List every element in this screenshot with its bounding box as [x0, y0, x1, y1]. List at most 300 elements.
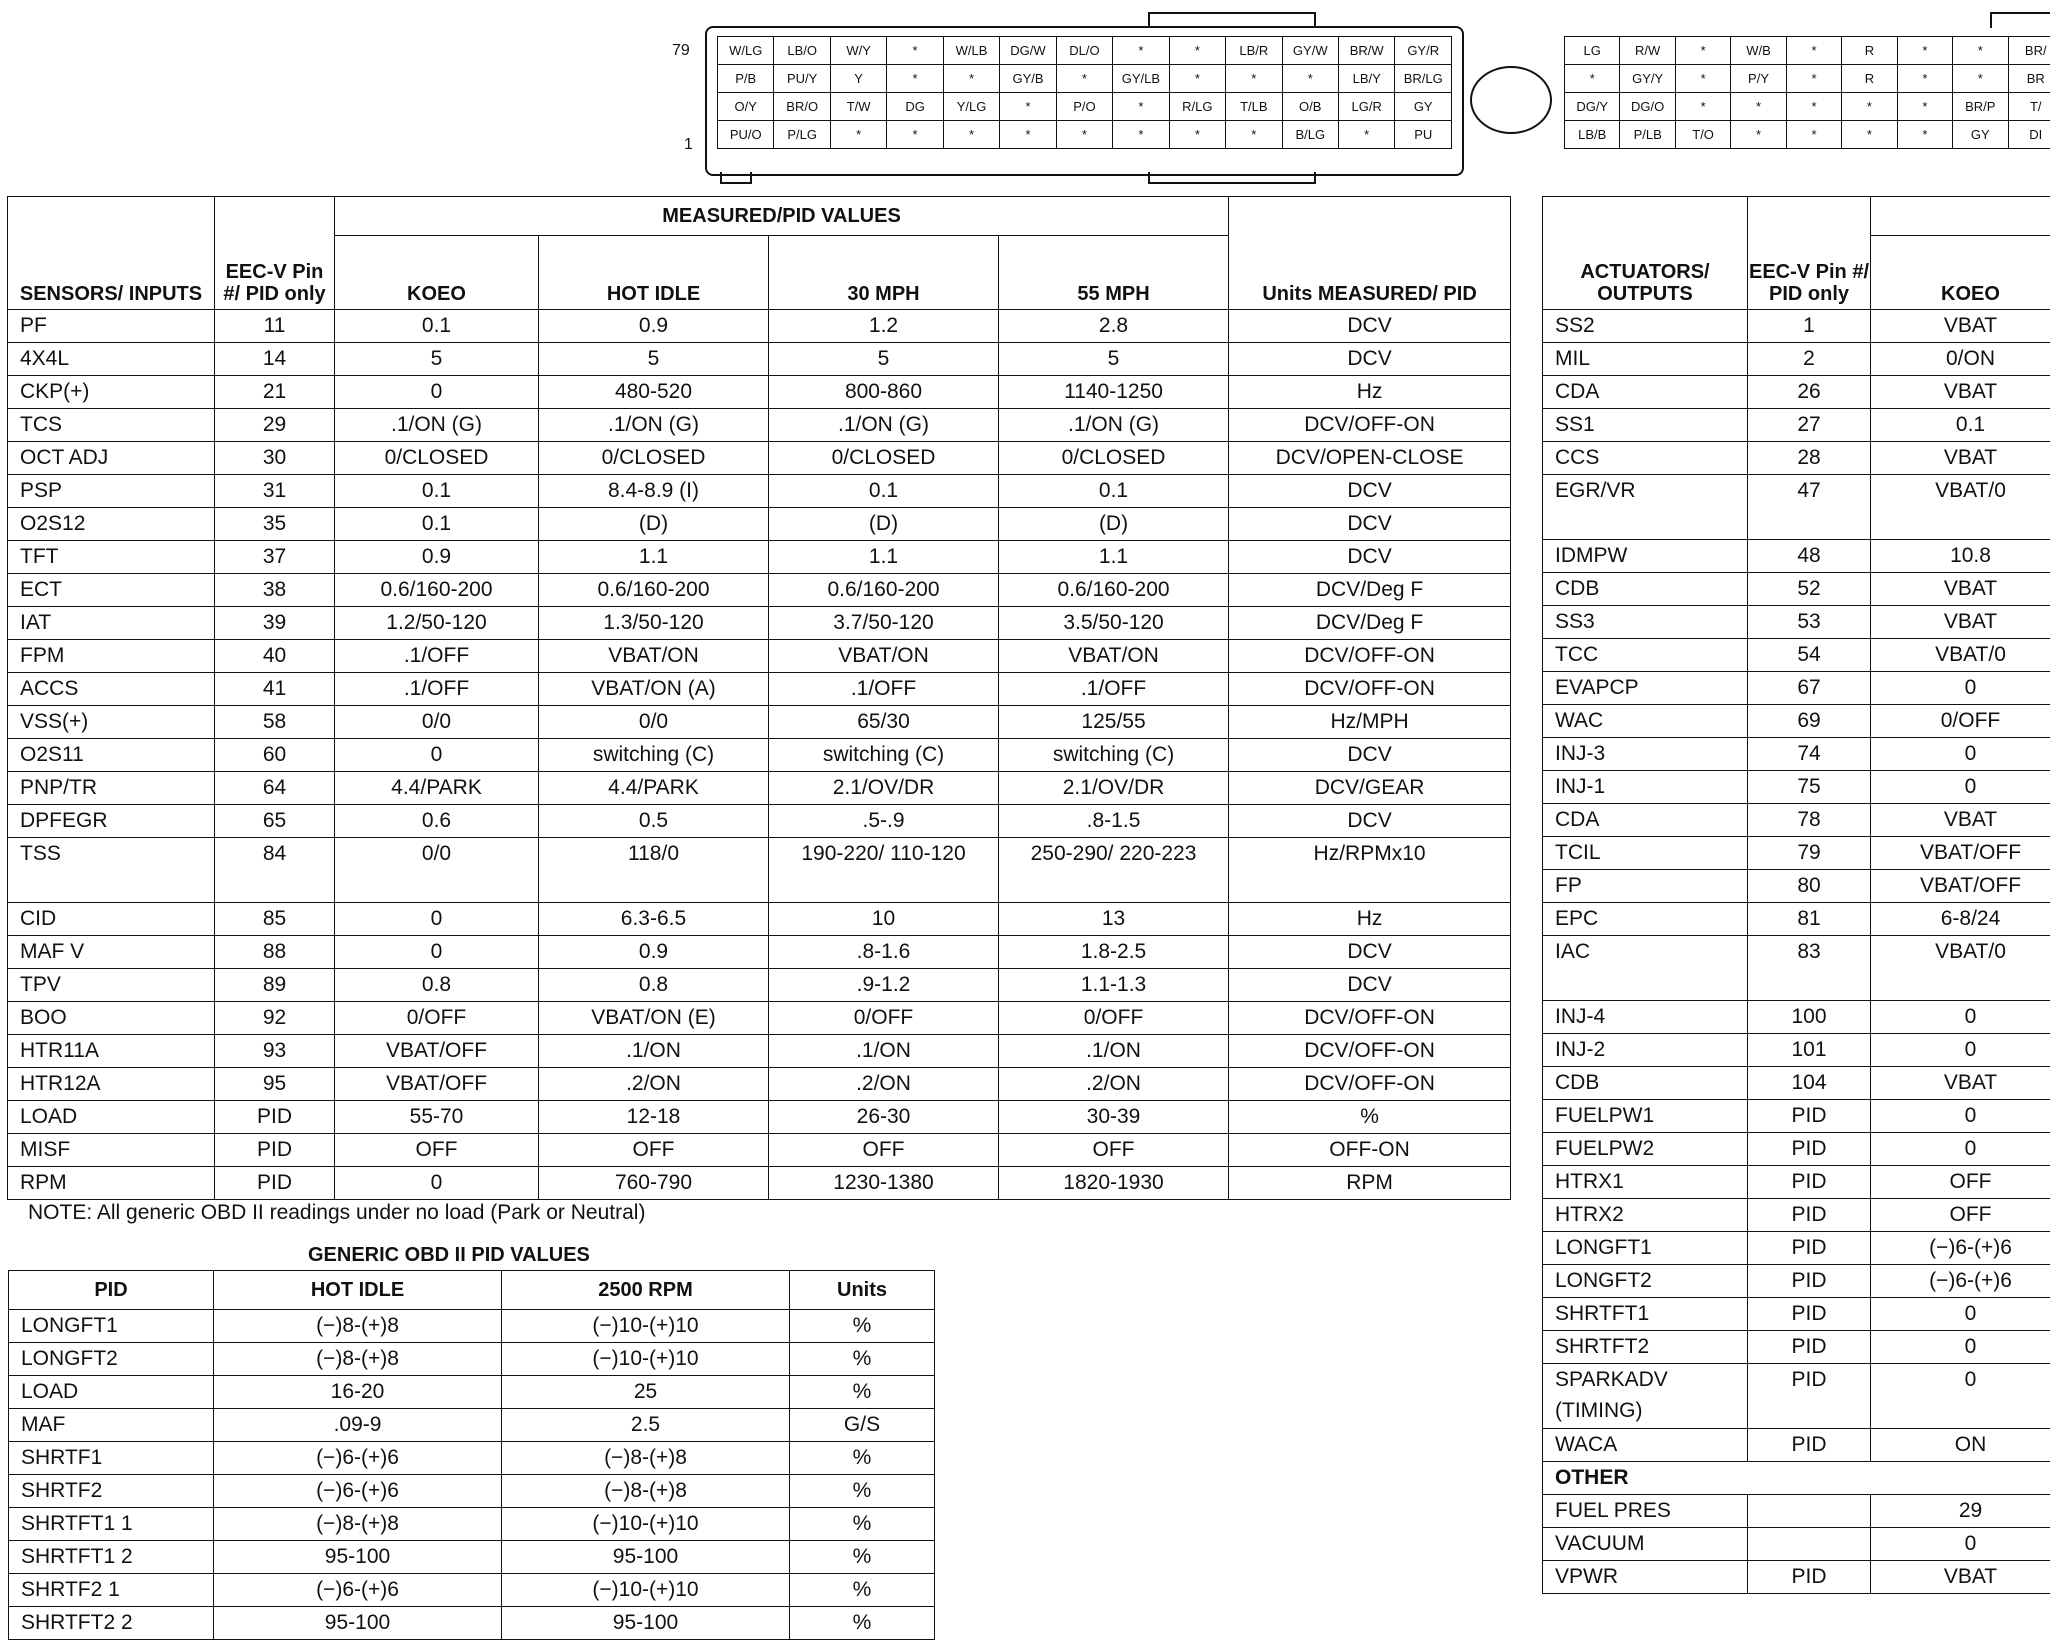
actuator-row: [1543, 376, 2050, 409]
actuator-row: [1543, 870, 2050, 903]
sensors-header-55mph: 55 MPH: [999, 236, 1229, 310]
obd-header-pid: PID: [9, 1271, 214, 1310]
connector-pin: W/LG: [718, 37, 774, 65]
actuator-name: EVAPCP: [1543, 672, 1748, 705]
sensor-pin: 40: [215, 640, 335, 673]
actuator-name: SHRTFT1: [1543, 1298, 1748, 1331]
actuator-koeo: VBAT: [1871, 804, 2050, 837]
actuators-table: [1542, 196, 2050, 1594]
actuator-name: INJ-4: [1543, 1001, 1748, 1034]
connector-pin: *: [1113, 37, 1169, 65]
sensor-koeo: 0: [335, 1167, 539, 1200]
actuator-pin: 80: [1748, 870, 1871, 903]
connector-pin: *: [1000, 93, 1056, 121]
obd-note: NOTE: All generic OBD II readings under no load (Park or Neutral): [28, 1201, 646, 1224]
actuator-pin: 54: [1748, 639, 1871, 672]
actuator-pin: 79: [1748, 837, 1871, 870]
sensor-pin: 14: [215, 343, 335, 376]
actuator-row: [1543, 409, 2050, 442]
obd-row: [9, 1574, 935, 1607]
sensor-hot-idle: VBAT/ON: [539, 640, 769, 673]
sensor-name: PF: [8, 310, 215, 343]
sensor-55mph: 1.8-2.5: [999, 936, 1229, 969]
sensor-units: DCV: [1229, 475, 1511, 508]
sensor-units: DCV: [1229, 936, 1511, 969]
sensor-koeo: 0.1: [335, 475, 539, 508]
sensor-row: [8, 969, 1511, 1002]
actuator-name: IAC: [1543, 936, 1748, 1001]
actuator-name: WAC: [1543, 705, 1748, 738]
connector-pin: T/O: [1675, 121, 1730, 149]
connector-pin: GY/B: [1000, 65, 1056, 93]
sensor-55mph: 13: [999, 903, 1229, 936]
sensor-hot-idle: 12-18: [539, 1101, 769, 1134]
obd-2500rpm: (−)8-(+)8: [502, 1475, 790, 1508]
actuator-row: [1543, 1166, 2050, 1199]
obd-pid: SHRTFT1 1: [9, 1508, 214, 1541]
sensor-pin: 65: [215, 805, 335, 838]
obd-hot-idle: .09-9: [214, 1409, 502, 1442]
actuator-koeo: OFF: [1871, 1199, 2050, 1232]
sensor-name: TPV: [8, 969, 215, 1002]
sensor-55mph: .1/OFF: [999, 673, 1229, 706]
connector-pin: R: [1842, 65, 1897, 93]
sensor-units: DCV/Deg F: [1229, 607, 1511, 640]
sensors-header-units: Units MEASURED/ PID: [1229, 197, 1511, 310]
obd-hot-idle: (−)6-(+)6: [214, 1442, 502, 1475]
actuator-name: CDB: [1543, 573, 1748, 606]
actuator-name: FUELPW1: [1543, 1100, 1748, 1133]
sensor-hot-idle: 118/0: [539, 838, 769, 903]
actuator-name: LONGFT1: [1543, 1232, 1748, 1265]
actuator-row: [1543, 606, 2050, 639]
connector-pin: *: [1338, 121, 1394, 149]
obd-units: G/S: [790, 1409, 935, 1442]
obd-table-title: GENERIC OBD II PID VALUES: [308, 1244, 590, 1266]
connector-pin: *: [887, 37, 943, 65]
actuators-header-koeo: KOEO: [1871, 236, 2050, 310]
connector-pin: *: [1731, 121, 1786, 149]
sensor-pin: 21: [215, 376, 335, 409]
actuator-koeo: VBAT: [1871, 1067, 2050, 1100]
sensor-name: TFT: [8, 541, 215, 574]
sensor-name: RPM: [8, 1167, 215, 1200]
sensor-hot-idle: 1.3/50-120: [539, 607, 769, 640]
actuator-row: [1543, 639, 2050, 672]
connector-pin: O/B: [1282, 93, 1338, 121]
sensor-30mph: .2/ON: [769, 1068, 999, 1101]
other-koeo: 0: [1871, 1528, 2050, 1561]
sensor-30mph: OFF: [769, 1134, 999, 1167]
connector-pin: *: [1565, 65, 1620, 93]
connector-pin: PU/O: [718, 121, 774, 149]
connector-pin: *: [830, 121, 886, 149]
actuators-header-group: [1871, 197, 2050, 236]
actuator-name: INJ-2: [1543, 1034, 1748, 1067]
sensor-units: DCV/GEAR: [1229, 772, 1511, 805]
connector-pin: *: [1897, 37, 1952, 65]
actuator-row: [1543, 573, 2050, 606]
obd-units: %: [790, 1574, 935, 1607]
obd-row: [9, 1508, 935, 1541]
connector-pin: *: [1000, 121, 1056, 149]
actuator-name: SS1: [1543, 409, 1748, 442]
sensor-units: DCV: [1229, 805, 1511, 838]
connector-right-grid: [1564, 36, 2050, 149]
sensor-30mph: (D): [769, 508, 999, 541]
other-name: VACUUM: [1543, 1528, 1748, 1561]
actuator-pin: 1: [1748, 310, 1871, 343]
sensor-name: CKP(+): [8, 376, 215, 409]
connector-tab-bottom-left: [720, 172, 752, 184]
actuator-koeo: 0: [1871, 1001, 2050, 1034]
sensor-units: %: [1229, 1101, 1511, 1134]
sensor-row: [8, 1035, 1511, 1068]
connector-row: [1565, 93, 2050, 121]
actuator-name: MIL: [1543, 343, 1748, 376]
actuator-koeo: 0: [1871, 1034, 2050, 1067]
actuator-name: SHRTFT2: [1543, 1331, 1748, 1364]
actuator-row: [1543, 1331, 2050, 1364]
sensor-pin: 89: [215, 969, 335, 1002]
actuator-row: [1543, 936, 2050, 1001]
actuator-row: [1543, 1067, 2050, 1100]
sensor-koeo: 0: [335, 903, 539, 936]
sensor-koeo: 0/0: [335, 706, 539, 739]
sensor-units: RPM: [1229, 1167, 1511, 1200]
sensor-name: DPFEGR: [8, 805, 215, 838]
sensor-30mph: 190-220/ 110-120: [769, 838, 999, 903]
sensor-row: [8, 1068, 1511, 1101]
sensor-units: Hz/MPH: [1229, 706, 1511, 739]
sensor-55mph: 30-39: [999, 1101, 1229, 1134]
sensor-name: VSS(+): [8, 706, 215, 739]
sensor-units: DCV: [1229, 969, 1511, 1002]
sensor-30mph: .1/ON: [769, 1035, 999, 1068]
actuator-koeo: 0: [1871, 1133, 2050, 1166]
connector-pin: *: [943, 121, 999, 149]
sensor-row: [8, 772, 1511, 805]
sensor-pin: 41: [215, 673, 335, 706]
sensor-row: [8, 739, 1511, 772]
connector-pin: *: [1786, 93, 1841, 121]
obd-2500rpm: 2.5: [502, 1409, 790, 1442]
sensor-pin: 93: [215, 1035, 335, 1068]
sensor-koeo: 1.2/50-120: [335, 607, 539, 640]
sensor-30mph: 800-860: [769, 376, 999, 409]
connector-pin: GY/LB: [1113, 65, 1169, 93]
sensor-55mph: 0/CLOSED: [999, 442, 1229, 475]
obd-pid: MAF: [9, 1409, 214, 1442]
actuator-pin: 47: [1748, 475, 1871, 540]
obd-row: [9, 1409, 935, 1442]
sensor-hot-idle: 0.9: [539, 936, 769, 969]
connector-pin: *: [1842, 93, 1897, 121]
sensor-hot-idle: VBAT/ON (A): [539, 673, 769, 706]
sensor-55mph: 1.1: [999, 541, 1229, 574]
connector-pin: *: [1226, 121, 1282, 149]
sensor-row: [8, 607, 1511, 640]
actuator-row: [1543, 1133, 2050, 1166]
sensor-30mph: 1.1: [769, 541, 999, 574]
sensors-header-koeo: KOEO: [335, 236, 539, 310]
obd-pid: LONGFT1: [9, 1310, 214, 1343]
sensor-hot-idle: 6.3-6.5: [539, 903, 769, 936]
sensor-row: [8, 1101, 1511, 1134]
connector-pin: T/LB: [1226, 93, 1282, 121]
sensor-units: DCV/OFF-ON: [1229, 1035, 1511, 1068]
sensor-units: DCV: [1229, 508, 1511, 541]
obd-hot-idle: (−)8-(+)8: [214, 1343, 502, 1376]
other-row: [1543, 1561, 2050, 1594]
connector-pin: R: [1842, 37, 1897, 65]
actuators-header-name: ACTUATORS/ OUTPUTS: [1543, 197, 1748, 310]
actuator-pin: 52: [1748, 573, 1871, 606]
actuator-koeo: 0: [1871, 738, 2050, 771]
connector-pin: O/Y: [718, 93, 774, 121]
actuator-row: [1543, 1429, 2050, 1462]
sensor-koeo: 0.6/160-200: [335, 574, 539, 607]
actuator-name: SPARKADV (TIMING): [1543, 1364, 1748, 1429]
actuator-pin: 53: [1748, 606, 1871, 639]
connector-pin: LB/Y: [1338, 65, 1394, 93]
connector-pin: GY/Y: [1620, 65, 1675, 93]
sensor-pin: 30: [215, 442, 335, 475]
actuator-pin: PID: [1748, 1298, 1871, 1331]
actuator-pin: 27: [1748, 409, 1871, 442]
connector-pin: *: [1897, 121, 1952, 149]
sensor-row: [8, 1002, 1511, 1035]
sensor-koeo: 0.9: [335, 541, 539, 574]
obd-2500rpm: (−)8-(+)8: [502, 1442, 790, 1475]
actuator-koeo: 0: [1871, 1298, 2050, 1331]
sensor-row: [8, 838, 1511, 903]
sensor-koeo: 0: [335, 739, 539, 772]
sensor-55mph: 125/55: [999, 706, 1229, 739]
sensor-name: ECT: [8, 574, 215, 607]
connector-pin: LB/O: [774, 37, 830, 65]
actuator-pin: 67: [1748, 672, 1871, 705]
sensor-koeo: 0/0: [335, 838, 539, 903]
sensor-55mph: 0.6/160-200: [999, 574, 1229, 607]
sensor-hot-idle: 0.9: [539, 310, 769, 343]
sensor-hot-idle: VBAT/ON (E): [539, 1002, 769, 1035]
sensor-row: [8, 376, 1511, 409]
obd-pid: SHRTFT1 2: [9, 1541, 214, 1574]
actuator-koeo: ON: [1871, 1429, 2050, 1462]
sensor-30mph: 65/30: [769, 706, 999, 739]
sensor-55mph: 3.5/50-120: [999, 607, 1229, 640]
actuator-row: [1543, 1100, 2050, 1133]
connector-pin: *: [1897, 65, 1952, 93]
sensor-hot-idle: 1.1: [539, 541, 769, 574]
connector-pin: *: [1953, 65, 2008, 93]
sensor-hot-idle: 0/0: [539, 706, 769, 739]
actuator-koeo: OFF: [1871, 1166, 2050, 1199]
actuator-koeo: VBAT/0: [1871, 475, 2050, 540]
obd-hot-idle: (−)8-(+)8: [214, 1508, 502, 1541]
sensor-hot-idle: 760-790: [539, 1167, 769, 1200]
connector-pin: T/: [2008, 93, 2050, 121]
sensor-name: FPM: [8, 640, 215, 673]
sensor-koeo: 0/OFF: [335, 1002, 539, 1035]
actuator-row: [1543, 540, 2050, 573]
actuator-pin: PID: [1748, 1265, 1871, 1298]
sensor-row: [8, 343, 1511, 376]
sensor-row: [8, 475, 1511, 508]
actuator-koeo: VBAT/0: [1871, 639, 2050, 672]
sensor-hot-idle: (D): [539, 508, 769, 541]
sensor-units: DCV: [1229, 310, 1511, 343]
sensor-name: MAF V: [8, 936, 215, 969]
connector-pin: BR/W: [1338, 37, 1394, 65]
connector-row: [718, 37, 1452, 65]
sensor-pin: PID: [215, 1134, 335, 1167]
sensor-30mph: .8-1.6: [769, 936, 999, 969]
actuator-row: [1543, 771, 2050, 804]
sensor-units: DCV/OFF-ON: [1229, 640, 1511, 673]
sensor-30mph: VBAT/ON: [769, 640, 999, 673]
connector-pin: PU/Y: [774, 65, 830, 93]
actuator-name: SS2: [1543, 310, 1748, 343]
actuator-row: [1543, 475, 2050, 540]
other-section-label: OTHER: [1543, 1462, 2050, 1495]
sensor-55mph: .1/ON: [999, 1035, 1229, 1068]
connector-pin: *: [1786, 65, 1841, 93]
actuator-name: EPC: [1543, 903, 1748, 936]
sensor-hot-idle: .1/ON: [539, 1035, 769, 1068]
sensor-pin: 64: [215, 772, 335, 805]
other-name: VPWR: [1543, 1561, 1748, 1594]
sensor-row: [8, 903, 1511, 936]
sensor-koeo: 4.4/PARK: [335, 772, 539, 805]
sensor-55mph: OFF: [999, 1134, 1229, 1167]
sensor-units: OFF-ON: [1229, 1134, 1511, 1167]
actuator-row: [1543, 1265, 2050, 1298]
sensor-koeo: 0: [335, 376, 539, 409]
sensor-pin: 35: [215, 508, 335, 541]
sensor-pin: 37: [215, 541, 335, 574]
sensor-pin: 11: [215, 310, 335, 343]
sensor-55mph: 5: [999, 343, 1229, 376]
actuator-name: WACA: [1543, 1429, 1748, 1462]
actuator-pin: 83: [1748, 936, 1871, 1001]
connector-pin: DL/O: [1056, 37, 1112, 65]
obd-pid: SHRTFT2 2: [9, 1607, 214, 1640]
connector-pin: P/LB: [1620, 121, 1675, 149]
connector-pin: *: [1897, 93, 1952, 121]
connector-pin: DG/Y: [1565, 93, 1620, 121]
sensor-koeo: OFF: [335, 1134, 539, 1167]
actuator-koeo: 6-8/24: [1871, 903, 2050, 936]
connector-pin: BR/: [2008, 37, 2050, 65]
actuator-row: [1543, 738, 2050, 771]
sensor-units: DCV/Deg F: [1229, 574, 1511, 607]
connector-pin: *: [1675, 37, 1730, 65]
actuator-name: EGR/VR: [1543, 475, 1748, 540]
actuator-row: [1543, 903, 2050, 936]
actuator-pin: 74: [1748, 738, 1871, 771]
sensor-pin: 60: [215, 739, 335, 772]
actuator-pin: PID: [1748, 1429, 1871, 1462]
connector-pin: DG/W: [1000, 37, 1056, 65]
sensor-row: [8, 706, 1511, 739]
actuator-koeo: 0: [1871, 1100, 2050, 1133]
sensor-name: HTR12A: [8, 1068, 215, 1101]
actuator-name: HTRX2: [1543, 1199, 1748, 1232]
actuator-row: [1543, 672, 2050, 705]
obd-2500rpm: (−)10-(+)10: [502, 1343, 790, 1376]
sensors-header-30mph: 30 MPH: [769, 236, 999, 310]
sensor-name: TCS: [8, 409, 215, 442]
connector-pin: *: [887, 121, 943, 149]
connector-pin: *: [1731, 93, 1786, 121]
connector-pin: P/B: [718, 65, 774, 93]
actuator-name: INJ-3: [1543, 738, 1748, 771]
actuator-koeo: 0: [1871, 1364, 2050, 1429]
actuator-row: [1543, 1034, 2050, 1067]
connector-pin: BR/LG: [1395, 65, 1452, 93]
other-pin: PID: [1748, 1561, 1871, 1594]
sensor-55mph: 250-290/ 220-223: [999, 838, 1229, 903]
sensor-30mph: 26-30: [769, 1101, 999, 1134]
connector-pin: W/Y: [830, 37, 886, 65]
sensor-koeo: .1/ON (G): [335, 409, 539, 442]
connector-pin: *: [1675, 93, 1730, 121]
sensor-pin: 85: [215, 903, 335, 936]
actuator-pin: PID: [1748, 1166, 1871, 1199]
connector-pin: *: [1675, 65, 1730, 93]
sensor-name: BOO: [8, 1002, 215, 1035]
actuator-row: [1543, 804, 2050, 837]
actuator-row: [1543, 1364, 2050, 1429]
actuator-koeo: 0: [1871, 1331, 2050, 1364]
connector-pin: *: [1113, 93, 1169, 121]
obd-units: %: [790, 1475, 935, 1508]
connector-pin: BR: [2008, 65, 2050, 93]
connector-pin: Y: [830, 65, 886, 93]
actuator-name: IDMPW: [1543, 540, 1748, 573]
sensor-pin: 29: [215, 409, 335, 442]
sensor-55mph: .2/ON: [999, 1068, 1229, 1101]
sensor-pin: 31: [215, 475, 335, 508]
connector-pin: T/W: [830, 93, 886, 121]
actuator-koeo: VBAT/OFF: [1871, 870, 2050, 903]
actuator-pin: PID: [1748, 1232, 1871, 1265]
sensor-row: [8, 673, 1511, 706]
sensor-pin: 95: [215, 1068, 335, 1101]
connector-left-grid: [717, 36, 1452, 149]
sensor-55mph: .1/ON (G): [999, 409, 1229, 442]
actuator-name: HTRX1: [1543, 1166, 1748, 1199]
actuator-pin: 100: [1748, 1001, 1871, 1034]
actuator-row: [1543, 1232, 2050, 1265]
obd-units: %: [790, 1310, 935, 1343]
connector-pin: BR/P: [1953, 93, 2008, 121]
sensor-pin: 38: [215, 574, 335, 607]
connector-pin: *: [1056, 121, 1112, 149]
obd-row: [9, 1475, 935, 1508]
sensor-55mph: .8-1.5: [999, 805, 1229, 838]
obd-2500rpm: (−)10-(+)10: [502, 1310, 790, 1343]
sensor-55mph: (D): [999, 508, 1229, 541]
actuator-row: [1543, 343, 2050, 376]
obd-units: %: [790, 1541, 935, 1574]
sensor-30mph: 2.1/OV/DR: [769, 772, 999, 805]
sensor-hot-idle: 0.5: [539, 805, 769, 838]
connector-pin: W/LB: [943, 37, 999, 65]
sensor-koeo: 5: [335, 343, 539, 376]
